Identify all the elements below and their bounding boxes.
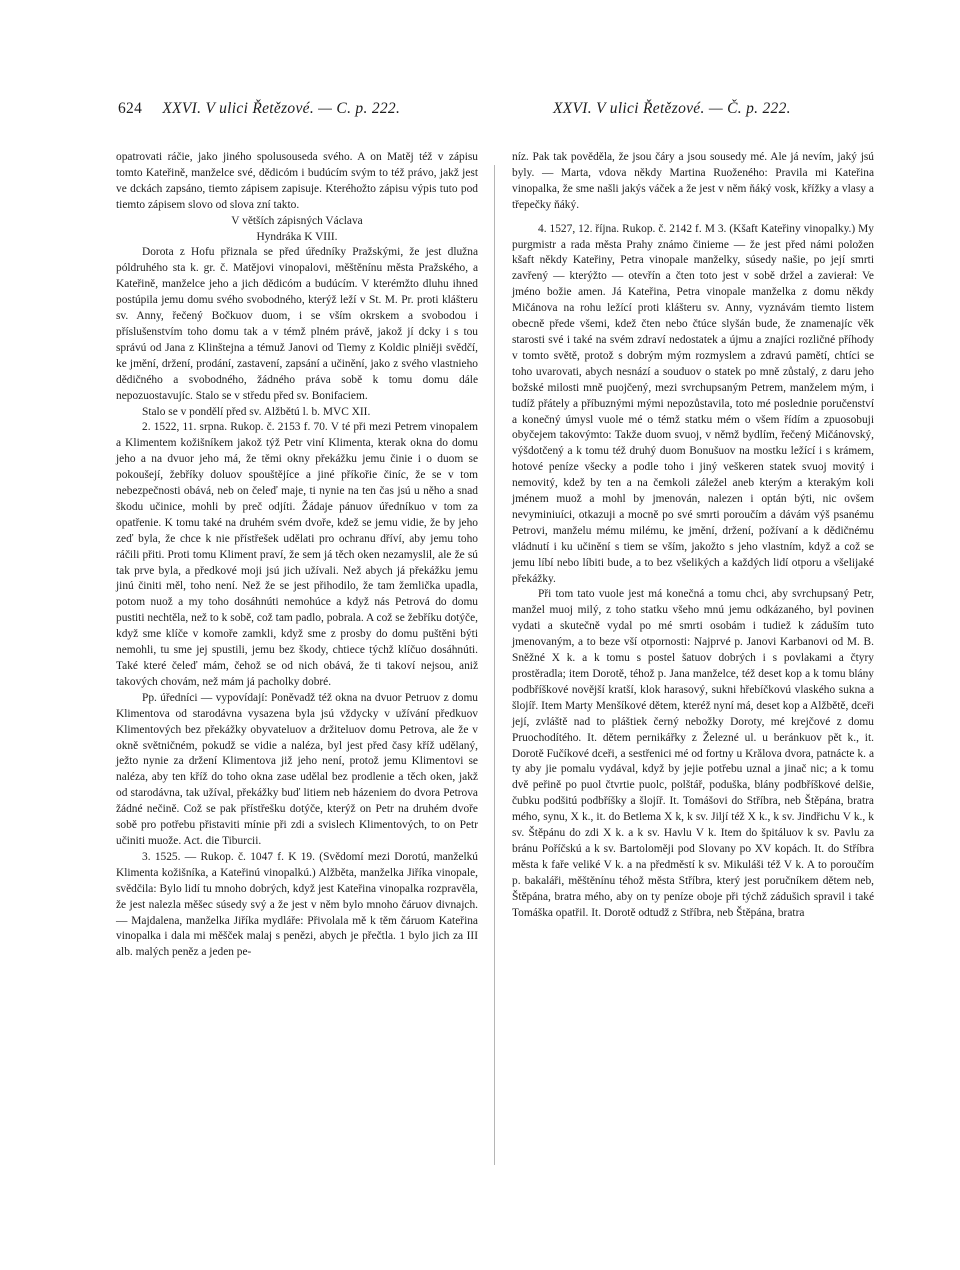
paragraph: Pp. úředníci — vypovídají: Poněvadž též okna na dvuor Petruov z domu Klimentova od starodávna vysazena byla jsú vždycky v užívání předkuov Klimentových bez překážky obyvateluov a držiteluov domu Petrova, ale že v okně světničném, pokudž se vidie a naléza, byl jest před časy kříž udělaný, ježto nynie za držení Klimentova již jeho není, protož jemu Klimentovi se naléza, aby ten kříž do toho okna zase udělal bez prodlenie a těch oken, jakž od starodávna, tak užíval, překážky buď litiem neb házeniem do dvora Petrova žádné nečině. Což se pak přístřešku dotýče, kterýž on Petr na druhém dvoře sobě pro potřebu přistaviti mínie při zdi a svislech Klimentových, to on Petr učiniti muože. Act. die Tiburcii.: [116, 691, 478, 847]
column-divider: [494, 165, 495, 1165]
right-running-head: XXVI. V ulici Řetězové. — Č. p. 222.: [553, 100, 791, 117]
paragraph: Dorota z Hofu přiznala se před úředníky Pražskými, že jest dlužna póldruhého sta k. gr. č. Matějovi vinopalovi, měštěnínu města Pražského, a Kateřině, manželce jeho a jich dědicóm a budúcím. V kterémžto dluhu ihned postúpila jemu domu svého svobodného, kterýž leží v St. M. Pr. proti klášteru sv. Anny, řečený Bočkuov duom, i se vším okrskem a svobodou i příslušenstvím toho domu tak a v témž plném právě, jakož jí dcky i s tou správú od Jana z Klinštejna a témuž Janovi od Tiemy z Koldic plniěji svědčí, ke jmění, držení, prodání, zastavení, zapsání a učinění, jako z svého vlastnieho dědičného a svobodného, žádného práva sobě k tomu domu dále nepozuostavujíc. Stalo se v středu před sv. Bonifaciem.: [116, 246, 478, 402]
paragraph: Stalo se v pondělí před sv. Alžbětú l. b. MVC XII.: [142, 405, 371, 418]
paragraph: opatrovati ráčie, jako jiného spolusouseda svého. A on Matěj též v zápisu tomto Kateřině, manželce své, dědicóm i budúcím svým to též právo, jakž jest ve dckách zapsáno, tiemto zápisem zapisuje. Kteréhožto zápisu výpis tuto pod tiemto zápisem slovo od slova zní takto.: [116, 151, 478, 211]
paragraph: Při tom tato vuole jest má konečná a tomu chci, aby svrchupsaný Petr, manžel muoj milý, z toho statku všeho mnú jemu odkázaného, byl povinen vydati a skutečně vydal po mé smrti osobám i tudiež k záduším tuto jmenovaným, a to beze vší otpornosti: Najprvé p. Janovi Karbanovi od M. B. Sněžné X k. a k tomu s postel šatuov dobrých i s povlakami a čtyry prostěradla; item Dorotě, téhož p. Jana manželce, též deset kop a k tomu blány podbříškové novější kratší, klok harasový, sukni hřebíčkovú vlaského sukna a šlojíř. Item Marty Menšíkové dětem, kteréž nyní má, deset kop a Alžbětě, dceři její, zvláště nad to pláštiek černý nebožky Doroty, mé krejčové z domu Pruochodítého. It. dětem pernikářky z Železné ul. u beránkuov pět k., it. Dorotě Fučíkové dceři, a sestřenici mé od fortny u Krălova dvora, patnácte k. a ty aby jie pomalu vydával, když by jejie potřebu uznal a jinač nic; a k tomu dvě peřině po puol čtvrtie puolc, polštář, poduška, blány podbříškové delšie, čubku podšitú podbříšky a šlojíř. It. Tomášovi do Stříbra, neb Štěpána, bratra mého, synu, X k., it. do Betlema X k, k sv. Jiljí též X k., k sv. Jindřichu V k., k sv. Štěpánu do zdi X k. a k sv. Havlu V k. Item do špitáluov k sv. Pavlu za bránu Poříčskú a k sv. Bartoloměji pod Slovany po XV kopách. It. do Stříbra města k faře veliké V k. a na předměstí k sv. Mikuláši též V k. A to poroučím p. bakaláři, měštěnínu téhož města Stříbra, který jest poručníkem dětem neb, Štěpána, bratra mého, aby on ty peníze oboje při týchž zádušich spravil i také Tomáška opatřil. It. Dorotě odtudž z Stříbra, neb Štěpána, bratra: [512, 588, 874, 919]
paragraph: 3. 1525. — Rukop. č. 1047 f. K 19. (Svědomí mezi Dorotú, manželkú Klimenta kožišníka, a Kateřinú vinopalkú.) Alžběta, manželka Jiříka vinopale, svědčila: Bylo lidí tu mnoho dobrých, když jest Kateřina vinopalka rozpravěla, že jest nalezla měšec súsedy svý a že jest v něm bylo mnoho čáruov divnajch. — Majdalena, manželka Jiříka mydláře: Přivolala mě k těm čáruom Kateřina vinopalka i dala mi měšček malaj s penězi, abych je přečtla. 1 bylo jich za III alb. malých peněz a jeden pe-: [116, 850, 478, 959]
paragraph: 2. 1522, 11. srpna. Rukop. č. 2153 f. 70. V té při mezi Petrem vinopalem a Klimentem kožišníkem jakož týž Petr viní Klimenta, kterak okna do domu jeho a na dvuor jeho má, že těmi okny překážku jemu činie i o duom se pokoušejí, žebříky doluov spouštějíce a jiné příkořie činíc, že se v tom nebezpečnosti obává, neb on čeleď maje, ti nynie na ten čas jsú u něho a snad škodu učinice, mohli by preč odjíti. Žádaje pánuov úředníkuo v tom za opatřenie. K tomu také na druhém svém dvoře, kdež se jemu vidie, že by jeho zeď byla, že chce k nie přístřešek udělati pro ochranu dříví, aby jemu toho ráčili přiti. Proti tomu Kliment praví, že sem já těch oken nezamyslil, ale že sú tak prve byla, a předkové moji jsú jich užívali. Než abych já překážku jemu jinú činiti měl, toho není. Než že se jest přihodilo, že tam žemlička upadla, potom nuož a my toho dosáhnúti nemohúce a když nás Petrová do domu pustiti nechtěla, než to k sobě, což tam padlo, pobrala. A což se žebříku dotýče, když sme klíče v komoře zamkli, když sme z prosby do domu puštěni býti nemohli, tu sme jej spustili, jemu bez škody, chtiece týchž klíčuo dosáhnúti. Také které čeleď mám, čehož se od nich obává, že ti takoví nejsou, aniž takových chovám, než mám já pacholky dobré.: [116, 421, 478, 688]
paragraph: níz. Pak tak pověděla, že jsou čáry a jsou sousedy mé. Ale já nevím, jaký jsú byly. — Marta, vdova někdy Martina Ruoženého: Pravila mi Kateřina vinopalka, že sme našli jakýs váček a že jest v něm ňáký vosk, křížky a vlasy a třepečky ňáký.: [512, 151, 874, 211]
source-heading: V větších zápisných Václava: [231, 214, 363, 227]
paragraph: 4. 1527, 12. října. Rukop. č. 2142 f. M 3. (Kšaft Kateřiny vinopalky.) My purgmistr a rada města Prahy známo činieme — že jest před námi položen kšaft někdy Kateřiny, Petra vinopale manželky, súsedy našie, po její smrti zavřený — kterýžto — otevřín a čten toto jest v sobě držel a zavierał: Ve jméno božie amen. Já Kateřina, Petra vinopale manželka z domu někdy Mičánova na rohu ležící proti klášteru sv. Anny, vyznávám tiemto listem obecně přede všemi, kdež čten nebo čtúce slyšán bude, že znamenajíc věk starosti své i také na svém zdraví nedostatek a újmu a znajíci rozličné příhody v tomto světě, protož s dobrým mým rozmyslem a zdravú pamětí, chtíci se toho uvarovati, abych nesnází a souduov o statek po mně zůstalý, z daru jeho božské milosti mně puojčený, mezi svrchupsaným Petrem, manželem mým, i tudíž přátely a příbuznými mými nepozůstavila, toto mé poslednie poručenství a konečný úmysl vuole mé o témž statku mém o všem řídím a zpuosobuji obyčejem takovýmto: Takže duom svuoj, v němž bydlím, řečený Mičánovský, výšdotčený a k tomu též druhý duom Bonušuov na mostku ležící i s krámem, hotové peníze všecky a podle toho i jiný veškeren statek svuoj movitý i nemovitý, kdež by ten a na čemkoli záležel aneb kterým a kterakým koli jménem muož a mohl by jmenován, nalezen i optán býti, nic ovšem nevyminiuíci, otkazuji a mocně po své smrti poroučím a dávám výš psanému Petrovi, manželu mému milému, ke jmění, držení, požívaní a k dědičnému vládnutí i ku učinění s tiem se vším, jakožto s jeho vlastním, když a což se jemu líbí nebo líbiti bude, a to bez všelikých a každých lidí otporu a všelijaké překážky.: [512, 222, 874, 585]
left-column: [116, 150, 478, 961]
right-page-header: [553, 100, 791, 118]
source-heading: Hyndráka K VIII.: [256, 230, 338, 243]
right-column: [512, 150, 874, 922]
left-page-header: [118, 100, 400, 118]
left-running-head: XXVI. V ulici Řetězové. — C. p. 222.: [162, 100, 401, 117]
page-number: 624: [118, 100, 143, 117]
